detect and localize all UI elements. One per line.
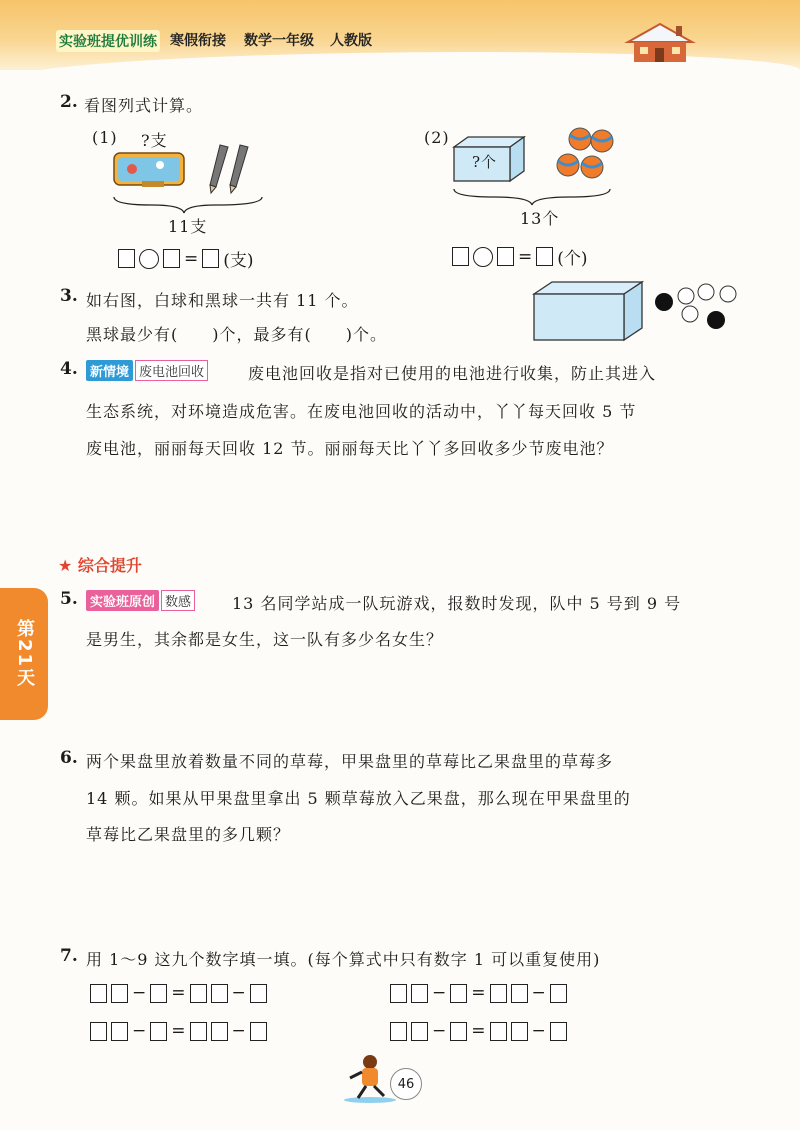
operator-circle[interactable] [139, 249, 159, 269]
q2-part1-equation [118, 246, 254, 271]
page-number-text: 46 [397, 1076, 415, 1092]
minus-sign: − [531, 983, 546, 1003]
section-title: 综合提升 [77, 556, 142, 575]
unit-label: (个) [557, 249, 588, 269]
q4-line3: 废电池，丽丽每天回收 12 节。丽丽每天比丫丫多回收多少节废电池？ [86, 439, 614, 458]
equals-sign: = [184, 248, 199, 269]
minus-sign: − [132, 983, 147, 1003]
q5-number: 5. [60, 589, 78, 609]
q6-line2: 14 颗。如果从甲果盘里拿出 5 颗草莓放入乙果盘，那么现在甲果盘里的 [86, 789, 631, 808]
q7-equation-1 [90, 983, 267, 1003]
q7-number: 7. [60, 946, 78, 966]
original-tag: 实验班原创 [86, 590, 159, 611]
q3-number: 3. [60, 286, 78, 306]
q5-tags [86, 590, 195, 611]
digit-box[interactable] [511, 1022, 528, 1041]
operator-circle[interactable] [473, 247, 493, 267]
q3-line1: 如右图，白球和黑球一共有 11 个。 [86, 291, 359, 310]
page-number [390, 1068, 422, 1100]
q2-part2-label: (2) [424, 128, 450, 147]
q4-line2: 生态系统，对环境造成危害。在废电池回收的活动中，丫丫每天回收 5 节 [86, 402, 637, 421]
header-subject: 数学一年级 [244, 33, 314, 49]
q5-line1: 13 名同学站成一队玩游戏，报数时发现，队中 5 号到 9 号 [232, 594, 682, 613]
digit-box[interactable] [211, 984, 228, 1003]
minus-sign: − [531, 1021, 546, 1041]
minus-sign: − [231, 983, 246, 1003]
answer-box[interactable] [536, 247, 553, 266]
minus-sign: − [432, 1021, 447, 1041]
digit-box[interactable] [90, 1022, 107, 1041]
answer-box[interactable] [163, 249, 180, 268]
digit-box[interactable] [550, 984, 567, 1003]
digit-box[interactable] [390, 1022, 407, 1041]
equals-sign: = [171, 1021, 186, 1041]
minus-sign: − [231, 1021, 246, 1041]
box-and-balls-figure [530, 278, 750, 343]
digit-box[interactable] [211, 1022, 228, 1041]
digit-box[interactable] [511, 984, 528, 1003]
q7-equation-4 [390, 1021, 567, 1041]
q6-number: 6. [60, 748, 78, 768]
q7-equation-3 [90, 1021, 267, 1041]
digit-box[interactable] [490, 1022, 507, 1041]
answer-box[interactable] [202, 249, 219, 268]
day-label: 第21天 [14, 619, 35, 689]
q5-line2: 是男生，其余都是女生，这一队有多少名女生？ [86, 630, 444, 649]
answer-box[interactable] [452, 247, 469, 266]
q4-tags [86, 360, 208, 381]
q2-part1-label: (1) [92, 128, 118, 147]
digit-box[interactable] [411, 984, 428, 1003]
q2-part1-question: ?支 [141, 131, 168, 150]
topic-tag: 废电池回收 [135, 360, 208, 381]
digit-box[interactable] [111, 1022, 128, 1041]
digit-box[interactable] [150, 984, 167, 1003]
header-subtitle: 寒假衔接 [170, 33, 226, 49]
q4-number: 4. [60, 359, 78, 379]
q7-equation-2 [390, 983, 567, 1003]
digit-box[interactable] [550, 1022, 567, 1041]
q2-part1-total: 11支 [168, 217, 208, 236]
section-heading [58, 553, 142, 576]
answer-box[interactable] [118, 249, 135, 268]
answer-box[interactable] [497, 247, 514, 266]
digit-box[interactable] [390, 984, 407, 1003]
minus-sign: − [132, 1021, 147, 1041]
digit-box[interactable] [90, 984, 107, 1003]
q2-part2-equation [452, 244, 588, 269]
digit-box[interactable] [250, 984, 267, 1003]
house-icon [620, 20, 700, 65]
topic-tag: 数感 [161, 590, 195, 611]
q2-instruction: 看图列式计算。 [84, 96, 204, 115]
equals-sign: = [471, 1021, 486, 1041]
digit-box[interactable] [450, 1022, 467, 1041]
unit-label: (支) [223, 251, 254, 271]
digit-box[interactable] [250, 1022, 267, 1041]
q7-instruction: 用 1～9 这九个数字填一填。(每个算式中只有数字 1 可以重复使用) [86, 950, 601, 969]
q3-line2: 黑球最少有( )个，最多有( )个。 [86, 325, 387, 344]
digit-box[interactable] [411, 1022, 428, 1041]
q2-part2-total: 13个 [520, 209, 560, 228]
digit-box[interactable] [450, 984, 467, 1003]
new-context-tag: 新情境 [86, 360, 133, 381]
pencil-case-illustration [112, 135, 272, 215]
equals-sign: = [471, 983, 486, 1003]
q2-part2-question: ?个 [472, 153, 498, 171]
digit-box[interactable] [150, 1022, 167, 1041]
star-icon: ★ [58, 556, 73, 575]
q2-number: 2. [60, 92, 78, 112]
day-side-tab [0, 588, 48, 720]
digit-box[interactable] [111, 984, 128, 1003]
header-edition: 人教版 [330, 33, 372, 49]
q4-line1: 废电池回收是指对已使用的电池进行收集，防止其进入 [248, 364, 657, 383]
series-title: 实验班提优训练 [56, 30, 160, 52]
digit-box[interactable] [190, 1022, 207, 1041]
equals-sign: = [518, 246, 533, 267]
minus-sign: − [432, 983, 447, 1003]
q6-line1: 两个果盘里放着数量不同的草莓，甲果盘里的草莓比乙果盘里的草莓多 [86, 752, 614, 771]
digit-box[interactable] [190, 984, 207, 1003]
q6-line3: 草莓比乙果盘里的多几颗？ [86, 825, 291, 844]
equals-sign: = [171, 983, 186, 1003]
digit-box[interactable] [490, 984, 507, 1003]
